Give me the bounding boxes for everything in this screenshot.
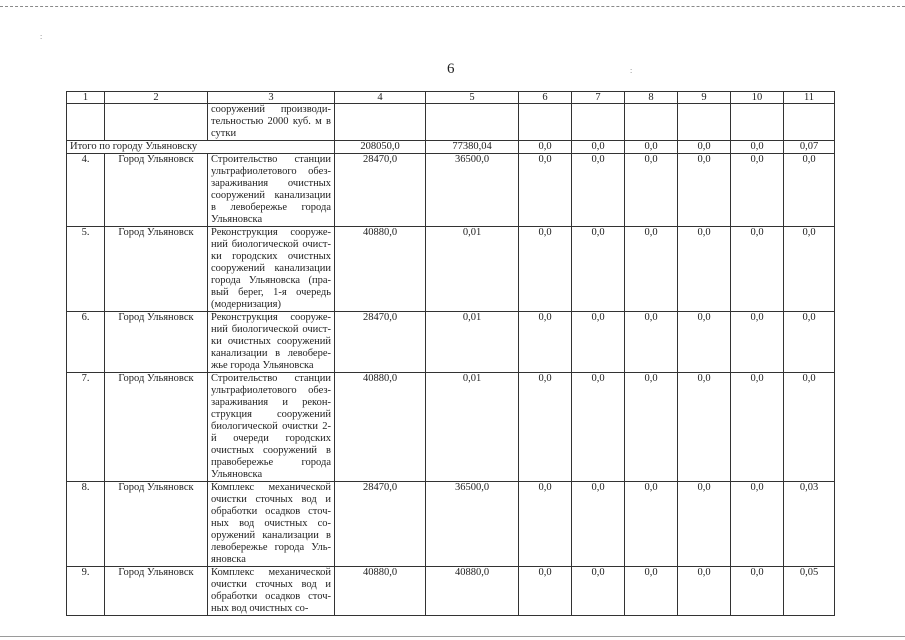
row-value: 0,0 [784, 227, 835, 312]
row-value: 0,0 [731, 312, 784, 373]
row-value: 0,0 [572, 567, 625, 616]
row-value: 0,0 [678, 373, 731, 482]
row-value: 0,0 [678, 567, 731, 616]
total-row [67, 141, 835, 154]
row-number: 9. [67, 567, 105, 616]
row-value: 36500,0 [426, 482, 519, 567]
row-value: 0,0 [625, 154, 678, 227]
row-value: 0,0 [519, 373, 572, 482]
row-value: 0,0 [731, 227, 784, 312]
total-value: 0,0 [678, 141, 731, 154]
total-value: 0,0 [519, 141, 572, 154]
scan-speck: : [40, 32, 43, 41]
row-value: 0,0 [784, 373, 835, 482]
table-row [67, 154, 835, 227]
row-value: 0,01 [426, 312, 519, 373]
row-value: 28470,0 [335, 312, 426, 373]
row-value: 0,0 [625, 227, 678, 312]
row-value: 0,0 [678, 154, 731, 227]
row-description: Реконструкция сооруже-ний биологической очист-ки городских очистных сооружений канализации города Ульяновска (пра-вый берег, 1-я очередь (модернизация) [208, 227, 335, 312]
row-description: Комплекс механической очистки сточных вод и обработки осадков сточ-ных вод очистных со-оружений канализации в левобережье города Уль-яновска [208, 482, 335, 567]
column-header: 8 [625, 92, 678, 104]
column-header: 10 [731, 92, 784, 104]
row-value: 0,0 [572, 482, 625, 567]
page-number: 6 [447, 61, 455, 77]
column-header: 5 [426, 92, 519, 104]
row-value: 0,0 [625, 567, 678, 616]
row-value: 0,0 [519, 567, 572, 616]
table-row [67, 312, 835, 373]
row-value: 0,0 [519, 154, 572, 227]
scan-speck: : [630, 66, 633, 75]
row-value: 0,0 [519, 312, 572, 373]
row-description: Строительство станции ультрафиолетового обез-зараживания очистных сооружений канализации в левобережье города Ульяновска [208, 154, 335, 227]
row-value: 0,0 [519, 227, 572, 312]
row-number: 8. [67, 482, 105, 567]
total-value: 0,0 [731, 141, 784, 154]
row-description: Комплекс механической очистки сточных вод и обработки осадков сточ-ных вод очистных со- [208, 567, 335, 616]
row-place: Город Ульяновск [105, 312, 208, 373]
column-number-row [67, 92, 835, 104]
row-place: Город Ульяновск [105, 227, 208, 312]
row-place: Город Ульяновск [105, 567, 208, 616]
row-place: Город Ульяновск [105, 482, 208, 567]
continuation-text: сооружений производи-тельностью 2000 куб. м в сутки [208, 104, 335, 141]
continuation-row [67, 104, 835, 141]
row-value: 0,05 [784, 567, 835, 616]
column-header: 7 [572, 92, 625, 104]
row-description: Строительство станции ультрафиолетового обез-зараживания и рекон-струкция сооружений биологической очистки 2-й очереди городских очистных сооружений в правобережье города Ульяновска [208, 373, 335, 482]
row-value: 0,0 [731, 482, 784, 567]
column-header: 11 [784, 92, 835, 104]
row-value: 36500,0 [426, 154, 519, 227]
row-value: 0,0 [784, 312, 835, 373]
total-value: 0,07 [784, 141, 835, 154]
column-header: 3 [208, 92, 335, 104]
row-value: 28470,0 [335, 154, 426, 227]
row-number: 6. [67, 312, 105, 373]
budget-table [66, 91, 835, 616]
table-row [67, 227, 835, 312]
row-value: 0,0 [678, 227, 731, 312]
row-place: Город Ульяновск [105, 373, 208, 482]
row-value: 0,01 [426, 373, 519, 482]
row-value: 0,0 [625, 482, 678, 567]
column-header: 2 [105, 92, 208, 104]
total-value: 77380,04 [426, 141, 519, 154]
row-value: 0,0 [731, 373, 784, 482]
row-value: 0,0 [572, 373, 625, 482]
column-header: 6 [519, 92, 572, 104]
row-value: 28470,0 [335, 482, 426, 567]
table-row [67, 373, 835, 482]
row-value: 0,03 [784, 482, 835, 567]
row-value: 0,0 [572, 154, 625, 227]
row-value: 0,0 [731, 567, 784, 616]
row-place: Город Ульяновск [105, 154, 208, 227]
total-label: Итого по городу Ульяновску [67, 141, 335, 154]
table-row [67, 567, 835, 616]
row-number: 4. [67, 154, 105, 227]
row-number: 7. [67, 373, 105, 482]
row-value: 0,0 [678, 482, 731, 567]
row-value: 0,0 [625, 312, 678, 373]
row-value: 40880,0 [335, 567, 426, 616]
total-value: 0,0 [572, 141, 625, 154]
table-row [67, 482, 835, 567]
row-value: 40880,0 [426, 567, 519, 616]
top-edge-line [0, 6, 905, 7]
row-value: 0,0 [784, 154, 835, 227]
row-value: 40880,0 [335, 373, 426, 482]
row-number: 5. [67, 227, 105, 312]
row-value: 0,0 [731, 154, 784, 227]
column-header: 1 [67, 92, 105, 104]
total-value: 0,0 [625, 141, 678, 154]
bottom-edge-line [0, 636, 905, 637]
row-value: 0,0 [572, 312, 625, 373]
column-header: 9 [678, 92, 731, 104]
row-value: 40880,0 [335, 227, 426, 312]
total-value: 208050,0 [335, 141, 426, 154]
row-value: 0,01 [426, 227, 519, 312]
row-description: Реконструкция сооруже-ний биологической очист-ки очистных сооружений канализации в левобере-жье города Ульяновска [208, 312, 335, 373]
row-value: 0,0 [678, 312, 731, 373]
row-value: 0,0 [519, 482, 572, 567]
row-value: 0,0 [625, 373, 678, 482]
column-header: 4 [335, 92, 426, 104]
row-value: 0,0 [572, 227, 625, 312]
